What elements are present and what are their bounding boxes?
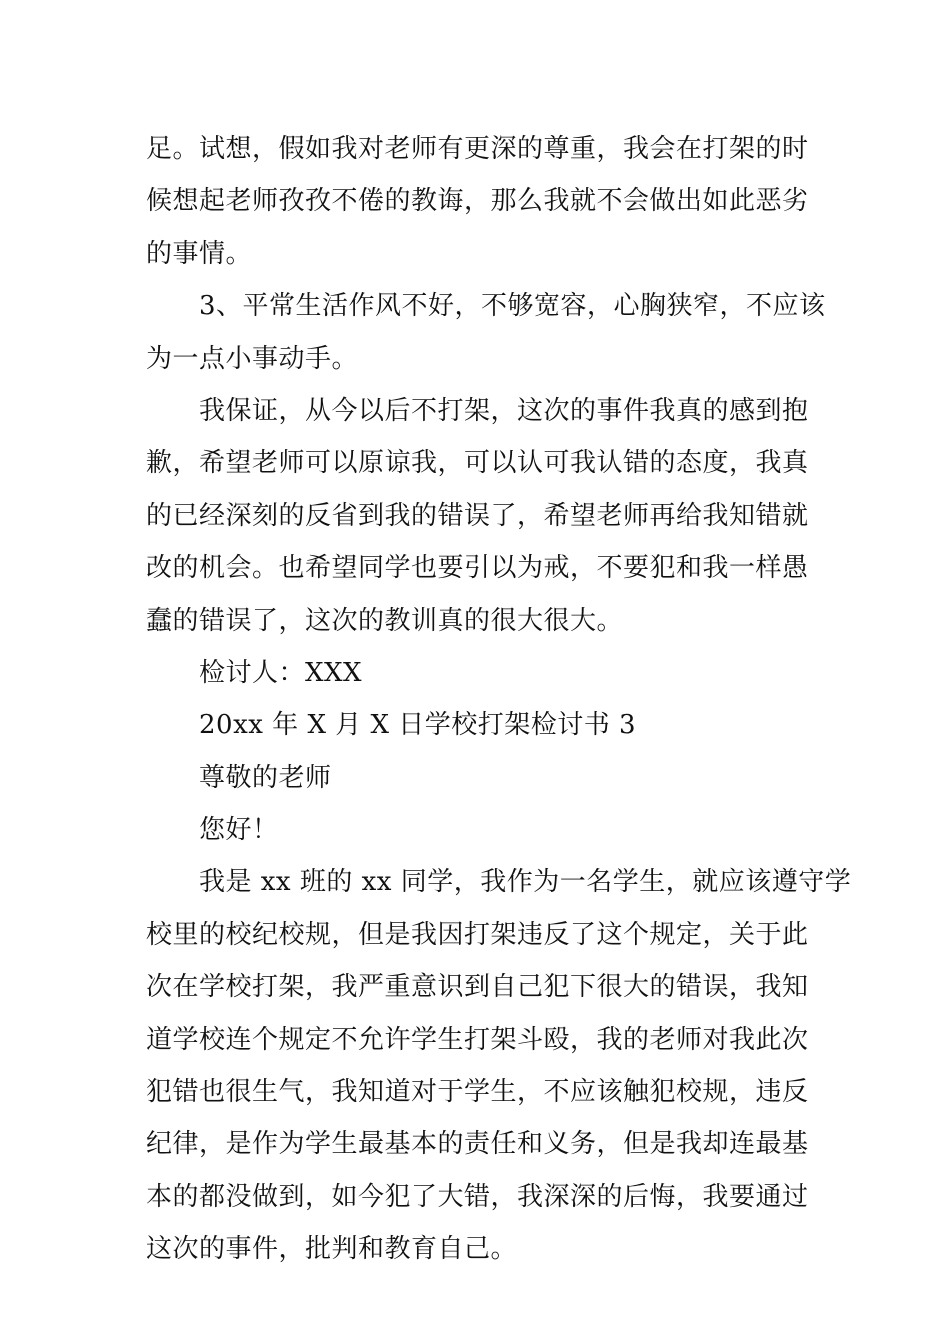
text-line: 道学校连个规定不允许学生打架斗殴，我的老师对我此次: [146, 1024, 809, 1055]
text-line: 校里的校纪校规，但是我因打架违反了这个规定，关于此: [146, 919, 809, 950]
text-line: 的已经深刻的反省到我的错误了，希望老师再给我知错就: [146, 500, 809, 531]
greeting: 您好！: [199, 815, 279, 846]
text-line: 纪律，是作为学生最基本的责任和义务，但是我却连最基: [146, 1129, 809, 1160]
text-line: 本的都没做到，如今犯了大错，我深深的后悔，我要通过: [146, 1181, 809, 1212]
section-title: 20xx 年 X 月 X 日学校打架检讨书 3: [199, 710, 637, 741]
text-line: 足。试想，假如我对老师有更深的尊重，我会在打架的时: [146, 134, 809, 164]
text-line: 的事情。: [146, 238, 253, 269]
text-line: 犯错也很生气，我知道对于学生，不应该触犯校规，违反: [146, 1077, 809, 1108]
text-line: 歉，希望老师可以原谅我，可以认可我认错的态度，我真: [146, 448, 809, 479]
text-line: 我是 xx 班的 xx 同学，我作为一名学生，就应该遵守学: [199, 867, 852, 898]
signature-line: 检讨人：XXX: [199, 657, 363, 688]
text-line: 这次的事件，批判和教育自己。: [146, 1234, 518, 1265]
text-line: 我保证，从今以后不打架，这次的事件我真的感到抱: [199, 395, 809, 426]
document-body: [146, 123, 852, 1276]
text-line: 候想起老师孜孜不倦的教诲，那么我就不会做出如此恶劣: [146, 186, 809, 217]
salutation: 尊敬的老师: [199, 762, 332, 793]
text-line: 3、平常生活作风不好，不够宽容，心胸狭窄，不应该: [199, 291, 826, 322]
text-line: 蠢的错误了，这次的教训真的很大很大。: [146, 605, 624, 636]
text-line: 为一点小事动手。: [146, 343, 359, 374]
text-line: 次在学校打架，我严重意识到自己犯下很大的错误，我知: [146, 972, 809, 1003]
text-line: 改的机会。也希望同学也要引以为戒，不要犯和我一样愚: [146, 553, 809, 584]
